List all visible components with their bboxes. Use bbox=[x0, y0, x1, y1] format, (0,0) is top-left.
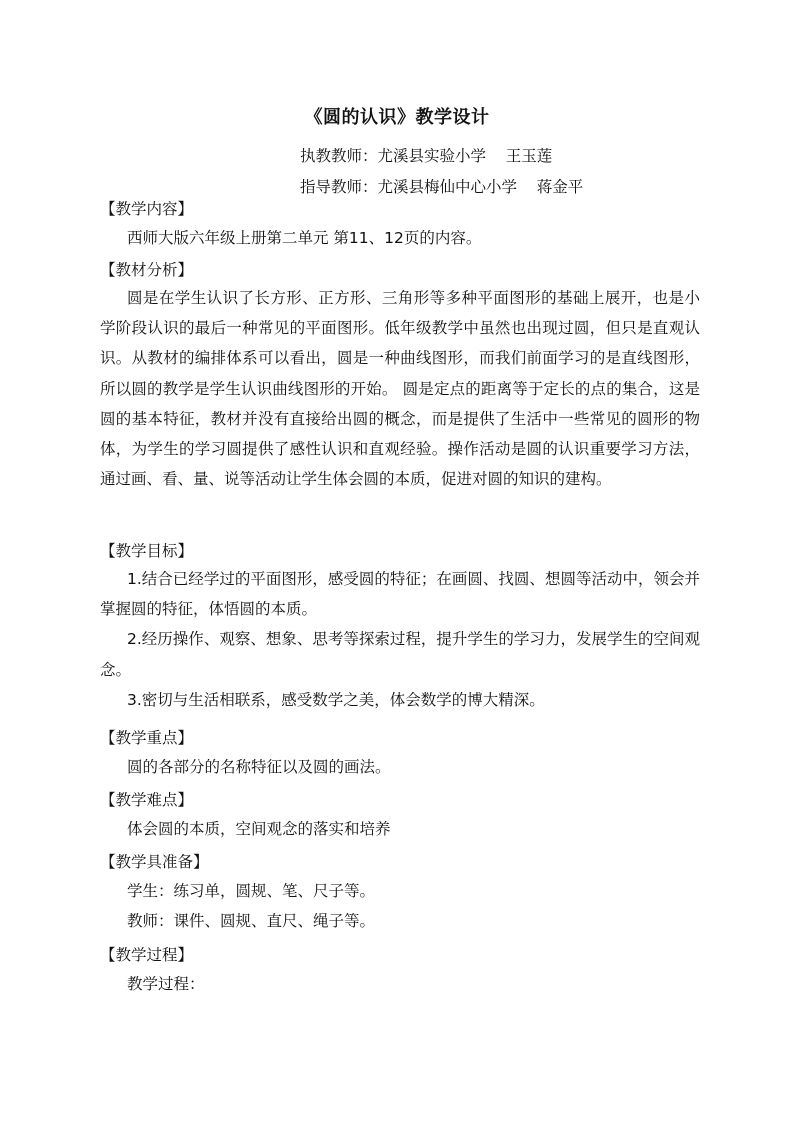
section-goals bbox=[100, 540, 700, 715]
section-heading: 【教学目标】 bbox=[100, 542, 194, 560]
section-text: 西师大版六年级上册第二单元 第11、12页的内容。 bbox=[127, 229, 482, 247]
section-heading: 【教学重点】 bbox=[100, 729, 194, 747]
section-key-points bbox=[100, 727, 700, 782]
section-difficulties bbox=[100, 789, 700, 844]
materials-teacher: 教师：课件、圆规、直尺、绳子等。 bbox=[127, 912, 376, 931]
section-text: 教学过程： bbox=[127, 975, 205, 993]
teacher-byline: 执教教师：尤溪县实验小学 王玉莲 bbox=[300, 147, 553, 165]
section-heading: 【教学难点】 bbox=[100, 791, 194, 809]
section-text: 圆是在学生认识了长方形、正方形、三角形等多种平面图形的基础上展开，也是小学阶段认识的最后一种常见的平面图形。低年级教学中虽然也出现过圆，但只是直观认识。从教材的编排体系可以看出，圆是一种曲线图形，而我们前面学习的是直线图形，所以圆的教学是学生认识曲线图形的开始。 圆是定点的距离等于定长的点的集合，这是圆的基本特征，教材并没有直接给出圆的概念，而是提供了生活中一些常见的圆形的物体，为学生的学习圆提供了感性认识和直观经验。操作活动是圆的认识重要学习方法，通过画、看、量、说等活动让学生体会圆的本质，促进对圆的知识的建构。 bbox=[100, 289, 700, 489]
section-heading: 【教学内容】 bbox=[100, 200, 194, 218]
section-materials bbox=[100, 851, 700, 936]
section-text: 圆的各部分的名称特征以及圆的画法。 bbox=[127, 758, 391, 776]
goal-item: 1.结合已经学过的平面图形，感受圆的特征；在画圆、找圆、想圆等活动中，领会并掌握圆的特征，体悟圆的本质。 bbox=[100, 570, 700, 619]
goal-item: 2.经历操作、观察、想象、思考等探索过程，提升学生的学习力，发展学生的空间观念。 bbox=[100, 630, 700, 679]
section-content bbox=[100, 198, 700, 253]
document-title: 《圆的认识》教学设计 bbox=[304, 107, 490, 128]
section-heading: 【教材分析】 bbox=[100, 261, 194, 279]
section-heading: 【教学过程】 bbox=[100, 946, 194, 964]
materials-students: 学生：练习单，圆规、笔、尺子等。 bbox=[127, 882, 376, 900]
goal-item: 3.密切与生活相联系，感受数学之美，体会数学的博大精深。 bbox=[127, 690, 545, 709]
advisor-byline: 指导教师：尤溪县梅仙中心小学 蒋金平 bbox=[300, 178, 584, 196]
section-text: 体会圆的本质，空间观念的落实和培养 bbox=[127, 820, 391, 838]
section-analysis bbox=[100, 259, 700, 494]
section-heading: 【教学具准备】 bbox=[100, 853, 209, 871]
section-process bbox=[100, 944, 700, 999]
